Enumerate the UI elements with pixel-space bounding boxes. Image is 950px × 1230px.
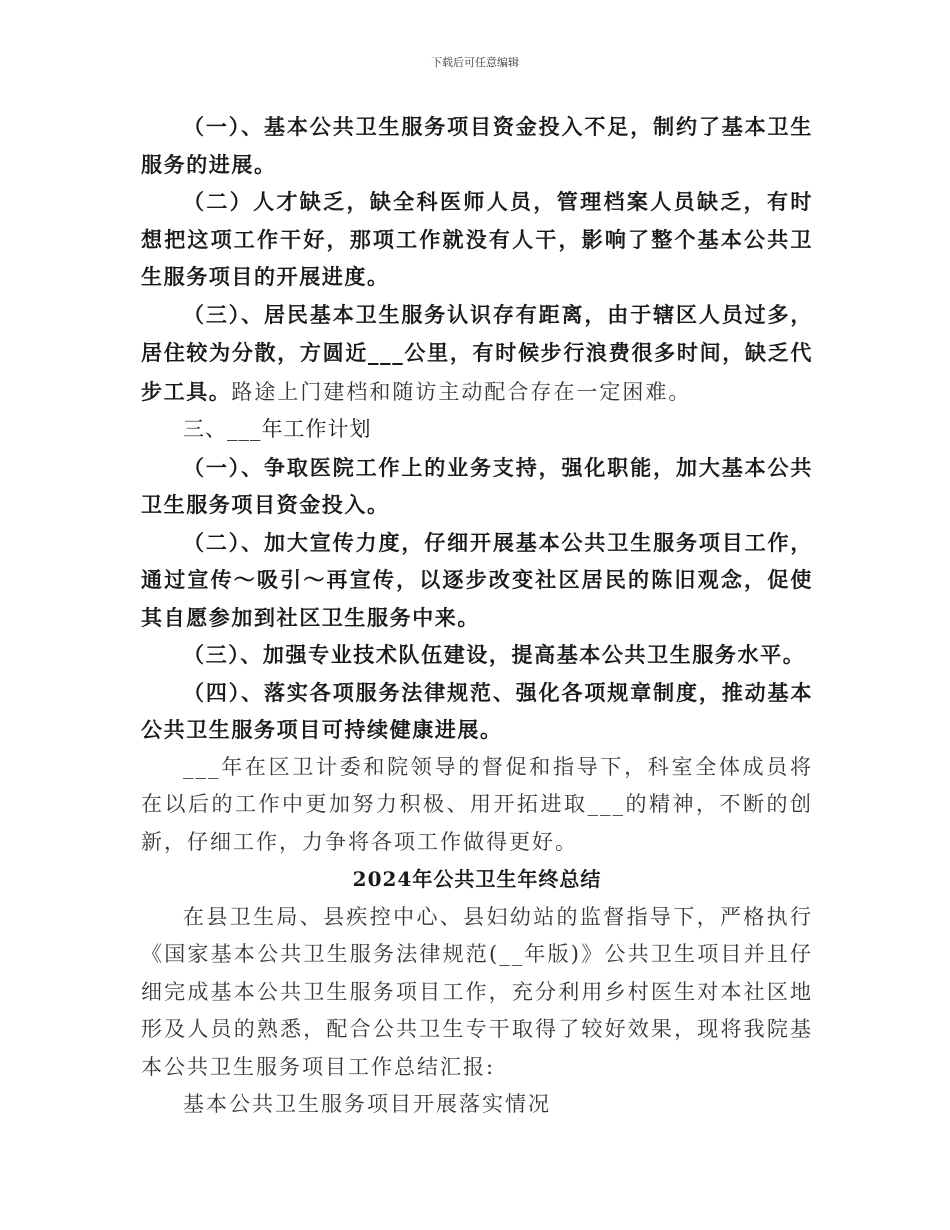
document-title: 2024年公共卫生年终总结 [352,867,602,891]
issue-paragraph-2: （二）人才缺乏，缺全科医师人员，管理档案人员缺乏，有时想把这项工作干好，那项工作就没有人干，影响了整个基本公共卫生服务项目的开展进度。 [141,189,813,289]
plan-paragraph-4: （四）、落实各项服务法律规范、强化各项规章制度，推动基本公共卫生服务项目可持续健康进展。 [141,679,813,742]
closing-paragraph: ___年在区卫计委和院领导的督促和指导下，科室全体成员将在以后的工作中更加努力积极、用开拓进取___的精神，不断的创新，仔细工作，力争将各项工作做得更好。 [141,754,813,854]
plan-paragraph-2: （二）、加大宣传力度，仔细开展基本公共卫生服务项目工作，通过宣传～吸引～再宣传，以逐步改变社区居民的陈旧观念，促使其自愿参加到社区卫生服务中来。 [141,529,813,630]
issue-paragraph-3-bold: （三）、居民基本卫生服务认识存有距离，由于辖区人员过多，居住较为分散，方圆近___公里，有时候步行浪费很多时间，缺乏代步工具。 [141,301,813,404]
issue-paragraph-1: （一）、基本公共卫生服务项目资金投入不足，制约了基本卫生服务的进展。 [141,114,813,177]
intro-paragraph: 在县卫生局、县疾控中心、县妇幼站的监督指导下，严格执行《国家基本公共卫生服务法律规范(__年版)》公共卫生项目并且仔细完成基本公共卫生服务项目工作，充分利用乡村医生对本社区地形及人员的熟悉，配合公共卫生专干取得了较好效果，现将我院基本公共卫生服务项目工作总结汇报: [141,904,813,1079]
section-heading-plan: 三、___年工作计划 [183,417,372,441]
document-body [141,108,813,1124]
subheading-implementation: 基本公共卫生服务项目开展落实情况 [183,1092,551,1116]
issue-paragraph-3 [141,296,813,412]
plan-paragraph-1: （一）、争取医院工作上的业务支持，强化职能，加大基本公共卫生服务项目资金投入。 [141,454,813,517]
plan-paragraph-3: （三）、加强专业技术队伍建设，提高基本公共卫生服务水平。 [183,642,806,667]
issue-paragraph-3-light: 路途上门建档和随访主动配合存在一定困难。 [231,379,692,404]
page-header: 下载后可任意编辑 [431,56,519,69]
